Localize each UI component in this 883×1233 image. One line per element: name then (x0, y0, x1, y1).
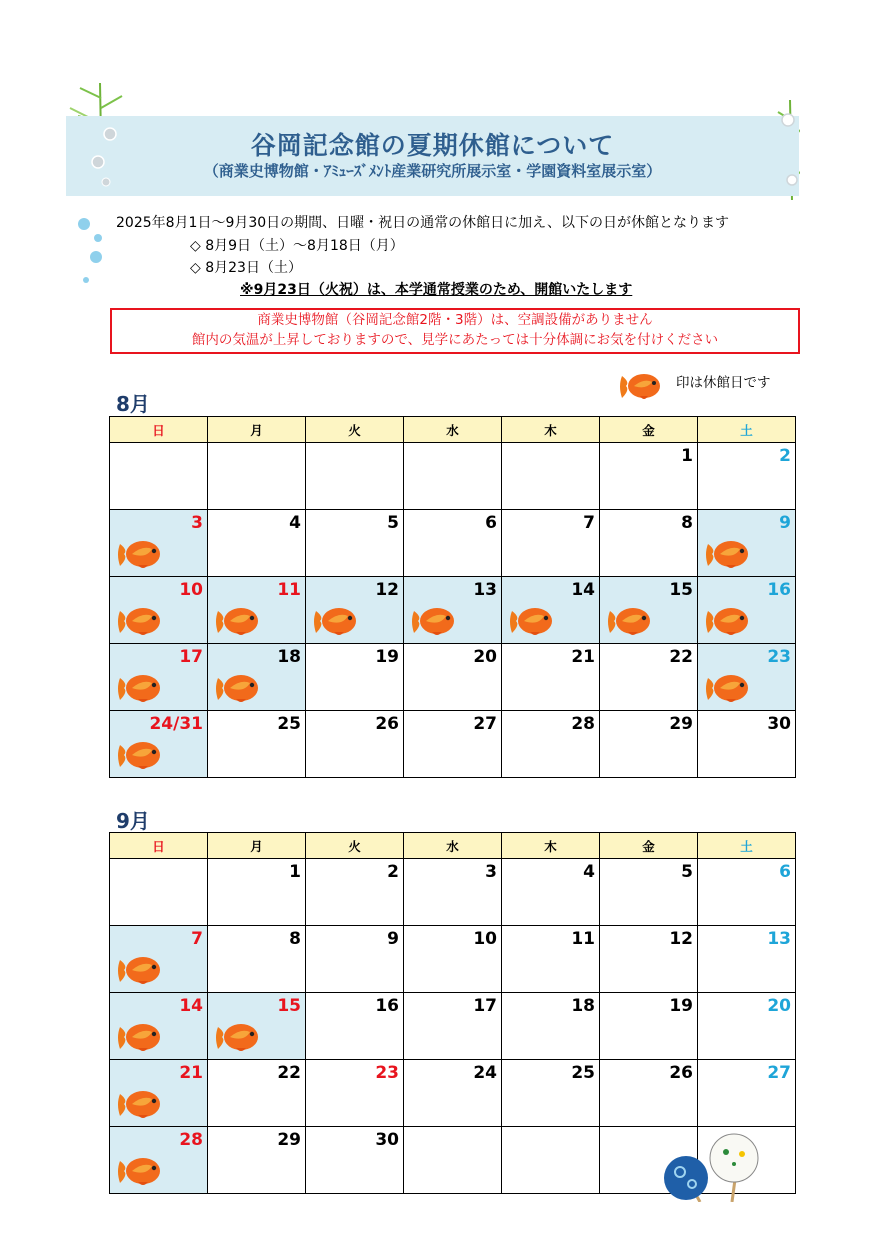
day-cell (600, 577, 698, 644)
day-cell (306, 1060, 404, 1127)
day-cell (600, 644, 698, 711)
day-number: 15 (669, 580, 693, 600)
goldfish-icon (116, 1019, 166, 1055)
day-number: 11 (571, 929, 595, 949)
day-number: 1 (681, 446, 693, 466)
goldfish-icon (116, 670, 166, 706)
week-row (110, 1060, 796, 1127)
day-cell (600, 711, 698, 778)
day-number: 14 (571, 580, 595, 600)
day-cell (600, 510, 698, 577)
day-cell (306, 711, 404, 778)
day-number: 6 (779, 862, 791, 882)
day-cell (306, 926, 404, 993)
day-number: 5 (681, 862, 693, 882)
goldfish-icon (116, 1153, 166, 1189)
day-number: 27 (473, 714, 497, 734)
week-row (110, 510, 796, 577)
day-cell (502, 711, 600, 778)
weekday-header-row (110, 417, 796, 443)
day-number: 4 (583, 862, 595, 882)
weekday-header: 水 (404, 833, 502, 859)
goldfish-icon (704, 536, 754, 572)
day-cell (208, 711, 306, 778)
day-cell (110, 510, 208, 577)
day-cell (698, 711, 796, 778)
day-number: 22 (669, 647, 693, 667)
week-row (110, 926, 796, 993)
day-cell (110, 644, 208, 711)
weekday-header: 日 (110, 417, 208, 443)
day-cell (110, 993, 208, 1060)
week-row (110, 859, 796, 926)
day-number: 9 (387, 929, 399, 949)
weekday-header: 金 (600, 417, 698, 443)
weekday-header: 木 (502, 417, 600, 443)
day-number: 26 (375, 714, 399, 734)
notice-exception: ※9月23日（火祝）は、本学通常授業のため、開館いたします (240, 282, 633, 298)
day-number: 2 (779, 446, 791, 466)
day-number: 17 (179, 647, 203, 667)
day-cell (404, 510, 502, 577)
goldfish-icon (116, 1086, 166, 1122)
day-cell (306, 644, 404, 711)
day-number: 18 (571, 996, 595, 1016)
day-number: 6 (485, 513, 497, 533)
day-number: 29 (277, 1130, 301, 1150)
day-cell (404, 711, 502, 778)
day-cell (502, 993, 600, 1060)
day-cell (110, 926, 208, 993)
day-number: 24/31 (149, 714, 203, 734)
week-row (110, 993, 796, 1060)
day-number: 21 (179, 1063, 203, 1083)
day-cell (502, 510, 600, 577)
day-number: 23 (375, 1063, 399, 1083)
goldfish-icon (214, 603, 264, 639)
day-number: 30 (375, 1130, 399, 1150)
day-cell (404, 1060, 502, 1127)
calendar-august (109, 416, 796, 778)
weekday-header: 金 (600, 833, 698, 859)
day-number: 28 (571, 714, 595, 734)
day-cell (502, 577, 600, 644)
day-number: 3 (191, 513, 203, 533)
day-cell (404, 859, 502, 926)
day-cell (698, 644, 796, 711)
week-row (110, 644, 796, 711)
goldfish-icon (214, 1019, 264, 1055)
day-cell (110, 1060, 208, 1127)
day-number: 13 (473, 580, 497, 600)
notice-closure-1: ◇ 8月9日（土）～8月18日（月） (190, 238, 404, 254)
day-number: 27 (767, 1063, 791, 1083)
day-number: 26 (669, 1063, 693, 1083)
day-cell (306, 577, 404, 644)
day-number: 20 (473, 647, 497, 667)
day-cell (306, 443, 404, 510)
day-cell (404, 926, 502, 993)
notice-closure-2: ◇ 8月23日（土） (190, 260, 302, 276)
month-label-september: 9月 (116, 809, 150, 833)
day-cell (698, 859, 796, 926)
day-cell (600, 926, 698, 993)
day-cell (208, 1060, 306, 1127)
day-cell (600, 993, 698, 1060)
day-number: 22 (277, 1063, 301, 1083)
day-cell (208, 644, 306, 711)
goldfish-icon (312, 603, 362, 639)
day-cell (110, 859, 208, 926)
uchiwa-fans-icon (660, 1132, 765, 1202)
day-number: 12 (375, 580, 399, 600)
goldfish-icon (508, 603, 558, 639)
day-cell (306, 859, 404, 926)
notice-period: 2025年8月1日～9月30日の期間、日曜・祝日の通常の休館日に加え、以下の日が休館となります (116, 215, 730, 231)
day-cell (404, 577, 502, 644)
day-number: 8 (681, 513, 693, 533)
goldfish-icon (116, 952, 166, 988)
day-number: 11 (277, 580, 301, 600)
goldfish-legend-icon (616, 366, 666, 406)
weekday-header: 日 (110, 833, 208, 859)
day-cell (110, 443, 208, 510)
day-cell (502, 859, 600, 926)
day-number: 7 (191, 929, 203, 949)
day-cell (502, 1060, 600, 1127)
month-label-august: 8月 (116, 392, 150, 416)
goldfish-icon (704, 670, 754, 706)
warning-box (110, 308, 800, 354)
day-cell (306, 993, 404, 1060)
day-cell (698, 577, 796, 644)
day-cell (698, 1060, 796, 1127)
week-row (110, 711, 796, 778)
weekday-header: 土 (698, 833, 796, 859)
day-cell (698, 926, 796, 993)
weekday-header: 月 (208, 833, 306, 859)
day-number: 29 (669, 714, 693, 734)
day-number: 12 (669, 929, 693, 949)
goldfish-icon (606, 603, 656, 639)
day-number: 18 (277, 647, 301, 667)
page-title: 谷岡記念館の夏期休館について (250, 131, 615, 160)
day-cell (600, 443, 698, 510)
day-number: 24 (473, 1063, 497, 1083)
day-cell (404, 443, 502, 510)
goldfish-icon (116, 536, 166, 572)
goldfish-icon (116, 737, 166, 773)
week-row (110, 443, 796, 510)
day-number: 15 (277, 996, 301, 1016)
weekday-header-row (110, 833, 796, 859)
day-number: 19 (669, 996, 693, 1016)
day-cell (404, 993, 502, 1060)
day-number: 13 (767, 929, 791, 949)
day-cell (110, 577, 208, 644)
day-cell (698, 510, 796, 577)
goldfish-icon (410, 603, 460, 639)
day-number: 16 (767, 580, 791, 600)
weekday-header: 木 (502, 833, 600, 859)
day-cell (502, 926, 600, 993)
day-number: 23 (767, 647, 791, 667)
day-cell (502, 1127, 600, 1194)
day-number: 14 (179, 996, 203, 1016)
day-cell (404, 644, 502, 711)
day-cell (208, 443, 306, 510)
day-number: 17 (473, 996, 497, 1016)
day-cell (306, 510, 404, 577)
day-number: 30 (767, 714, 791, 734)
goldfish-icon (116, 603, 166, 639)
day-cell (208, 926, 306, 993)
day-cell (306, 1127, 404, 1194)
day-cell (208, 1127, 306, 1194)
day-number: 1 (289, 862, 301, 882)
day-number: 16 (375, 996, 399, 1016)
day-number: 3 (485, 862, 497, 882)
day-number: 10 (473, 929, 497, 949)
day-cell (600, 859, 698, 926)
day-cell (698, 993, 796, 1060)
day-cell (208, 993, 306, 1060)
warning-line-2: 館内の気温が上昇しておりますので、見学にあたっては十分体調にお気を付けください (191, 332, 719, 348)
day-cell (502, 443, 600, 510)
day-number: 19 (375, 647, 399, 667)
goldfish-icon (704, 603, 754, 639)
warning-line-1: 商業史博物館（谷岡記念館2階・3階）は、空調設備がありません (257, 312, 653, 328)
weekday-header: 水 (404, 417, 502, 443)
weekday-header: 火 (306, 417, 404, 443)
day-cell (404, 1127, 502, 1194)
weekday-header: 月 (208, 417, 306, 443)
day-cell (208, 577, 306, 644)
day-number: 4 (289, 513, 301, 533)
day-cell (600, 1060, 698, 1127)
legend-label: 印は休館日です (676, 375, 771, 391)
week-row (110, 577, 796, 644)
day-cell (208, 859, 306, 926)
day-number: 28 (179, 1130, 203, 1150)
day-cell (110, 711, 208, 778)
day-number: 2 (387, 862, 399, 882)
day-number: 21 (571, 647, 595, 667)
day-number: 8 (289, 929, 301, 949)
page-subtitle: （商業史博物館・ｱﾐｭｰｽﾞﾒﾝﾄ産業研究所展示室・学園資料室展示室） (203, 162, 662, 180)
weekday-header: 土 (698, 417, 796, 443)
day-number: 25 (277, 714, 301, 734)
day-cell (110, 1127, 208, 1194)
day-number: 10 (179, 580, 203, 600)
day-number: 20 (767, 996, 791, 1016)
weekday-header: 火 (306, 833, 404, 859)
day-cell (698, 443, 796, 510)
goldfish-icon (214, 670, 264, 706)
day-number: 25 (571, 1063, 595, 1083)
day-number: 5 (387, 513, 399, 533)
day-cell (208, 510, 306, 577)
day-cell (502, 644, 600, 711)
day-number: 7 (583, 513, 595, 533)
day-number: 9 (779, 513, 791, 533)
